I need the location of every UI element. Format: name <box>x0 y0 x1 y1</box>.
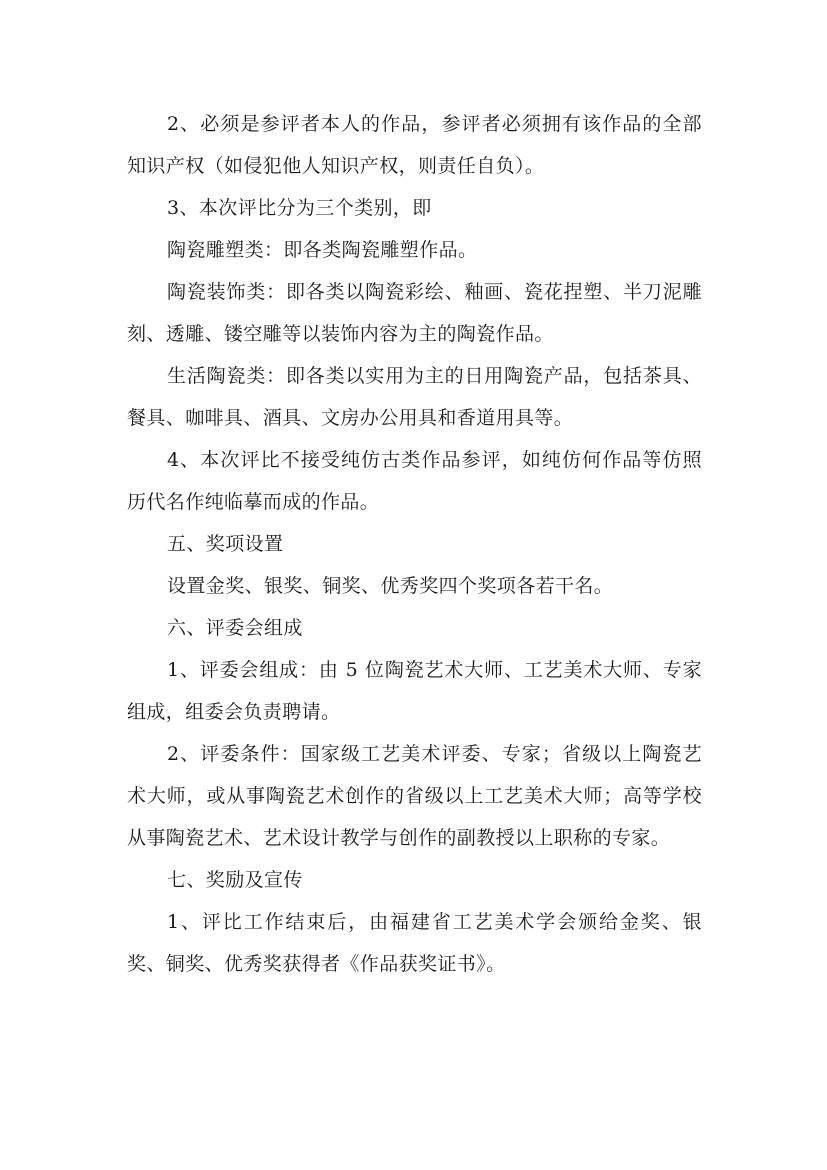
section-heading-awards: 五、奖项设置 <box>167 533 284 555</box>
paragraph-jury-conditions: 2、评委条件：国家级工艺美术评委、专家；省级以上陶瓷艺术大师，或从事陶瓷艺术创作的省级以上工艺美术大师；高等学校从事陶瓷艺术、艺术设计教学与创作的副教授以上职称的专家。 <box>127 743 702 849</box>
paragraph-certificates: 1、评比工作结束后，由福建省工艺美术学会颁给金奖、银奖、铜奖、优秀奖获得者《作品获奖证书》。 <box>127 911 702 975</box>
paragraph-jury-composition: 1、评委会组成：由 5 位陶瓷艺术大师、工艺美术大师、专家组成，组委会负责聘请。 <box>127 659 702 723</box>
paragraph-categories-intro: 3、本次评比分为三个类别，即 <box>167 197 432 219</box>
paragraph-category-decoration: 陶瓷装饰类：即各类以陶瓷彩绘、釉画、瓷花捏塑、半刀泥雕刻、透雕、镂空雕等以装饰内容为主的陶瓷作品。 <box>127 281 702 345</box>
paragraph-copyright-requirement: 2、必须是参评者本人的作品，参评者必须拥有该作品的全部知识产权（如侵犯他人知识产权，则责任自负）。 <box>127 113 702 177</box>
paragraph-no-replicas: 4、本次评比不接受纯仿古类作品参评，如纯仿何作品等仿照历代名作纯临摹而成的作品。 <box>127 449 702 513</box>
paragraph-category-sculpture: 陶瓷雕塑类：即各类陶瓷雕塑作品。 <box>167 239 478 261</box>
paragraph-category-daily-use: 生活陶瓷类：即各类以实用为主的日用陶瓷产品，包括茶具、餐具、咖啡具、酒具、文房办公用具和香道用具等。 <box>127 365 702 429</box>
paragraph-award-levels: 设置金奖、银奖、铜奖、优秀奖四个奖项各若干名。 <box>167 575 614 597</box>
document-body <box>127 103 702 985</box>
section-heading-jury: 六、评委会组成 <box>167 617 303 639</box>
section-heading-rewards: 七、奖励及宣传 <box>167 869 303 891</box>
